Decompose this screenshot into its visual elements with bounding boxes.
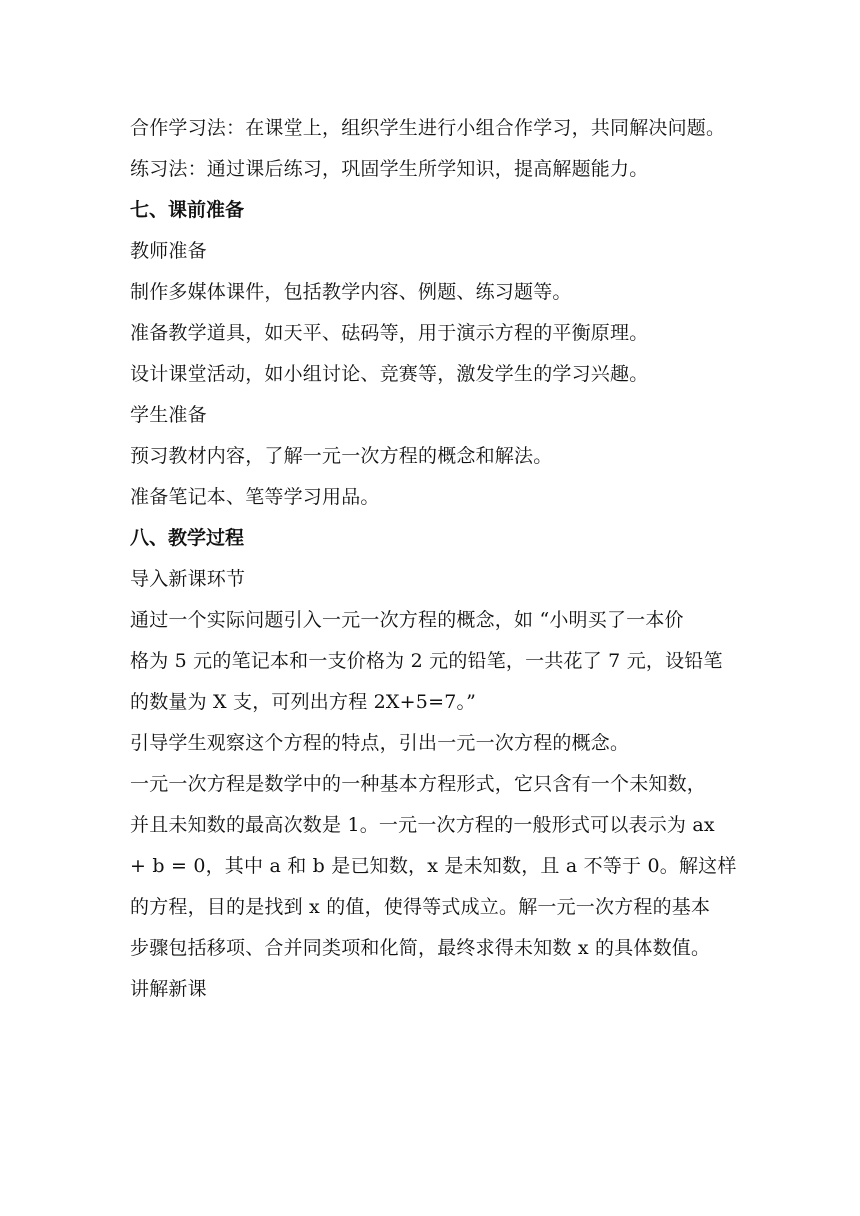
intro-paragraph-line: 格为 5 元的笔记本和一支价格为 2 元的铅笔，一共花了 7 元，设铅笔 xyxy=(130,650,723,672)
method-practice: 练习法：通过课后练习，巩固学生所学知识，提高解题能力。 xyxy=(130,158,649,180)
intro-title: 导入新课环节 xyxy=(130,568,246,590)
concept-paragraph-line: 一元一次方程是数学中的一种基本方程形式，它只含有一个未知数， xyxy=(130,773,707,795)
document-content xyxy=(130,108,737,1010)
teacher-preparation-title: 教师准备 xyxy=(130,240,207,262)
intro-paragraph-line: 的数量为 X 支，可列出方程 2X+5=7。” xyxy=(130,691,477,713)
student-item: 准备笔记本、笔等学习用品。 xyxy=(130,486,380,508)
intro-paragraph-line: 通过一个实际问题引入一元一次方程的概念，如 “小明买了一本价 xyxy=(130,609,684,631)
teacher-item: 制作多媒体课件，包括教学内容、例题、练习题等。 xyxy=(130,281,572,303)
lecture-title: 讲解新课 xyxy=(130,978,207,1000)
teacher-item: 设计课堂活动，如小组讨论、竞赛等，激发学生的学习兴趣。 xyxy=(130,363,649,385)
concept-paragraph-line: 的方程，目的是找到 x 的值，使得等式成立。解一元一次方程的基本 xyxy=(130,896,711,918)
student-preparation-title: 学生准备 xyxy=(130,404,207,426)
concept-paragraph-line: + b = 0，其中 a 和 b 是已知数，x 是未知数，且 a 不等于 0。解这样 xyxy=(130,855,737,877)
concept-paragraph-line: 步骤包括移项、合并同类项和化简，最终求得未知数 x 的具体数值。 xyxy=(130,937,711,959)
concept-paragraph xyxy=(130,764,737,969)
concept-paragraph-line: 并且未知数的最高次数是 1。一元一次方程的一般形式可以表示为 ax xyxy=(130,814,715,836)
section-heading-teaching-process: 八、教学过程 xyxy=(130,527,245,549)
student-item: 预习教材内容，了解一元一次方程的概念和解法。 xyxy=(130,445,553,467)
guide-line: 引导学生观察这个方程的特点，引出一元一次方程的概念。 xyxy=(130,732,630,754)
method-cooperative: 合作学习法：在课堂上，组织学生进行小组合作学习，共同解决问题。 xyxy=(130,117,726,139)
section-heading-preparation: 七、课前准备 xyxy=(130,199,245,221)
intro-paragraph xyxy=(130,600,730,723)
teacher-item: 准备教学道具，如天平、砝码等，用于演示方程的平衡原理。 xyxy=(130,322,649,344)
